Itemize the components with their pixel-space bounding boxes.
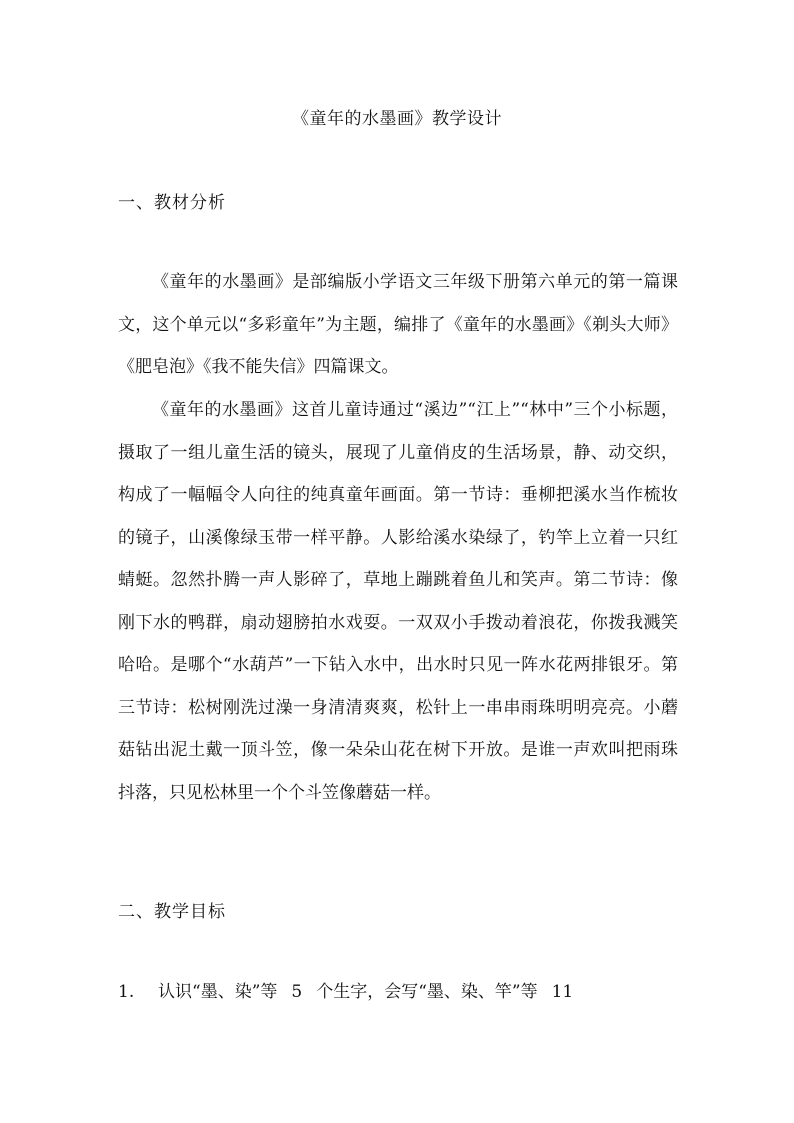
goal-list-item — [118, 977, 573, 1002]
paragraph-poem-summary: 《童年的水墨画》这首儿童诗通过“溪边”“江上”“林中”三个小标题，摄取了一组儿童生活的镜头，展现了儿童俏皮的生活场景，静、动交织，构成了一幅幅令人向往的纯真童年画面。第一节诗：垂柳把溪水当作梳妆的镜子，山溪像绿玉带一样平静。人影给溪水染绿了，钓竿上立着一只红蜻蜓。忽然扑腾一声人影碎了，草地上蹦跳着鱼儿和笑声。第二节诗：像刚下水的鸭群，扇动翅膀拍水戏耍。一双双小手拨动着浪花，你拨我溅笑哈哈。是哪个“水葫芦”一下钻入水中，出水时只见一阵水花两排银牙。第三节诗：松树刚洗过澡一身清清爽爽，松针上一串串雨珠明明亮亮。小蘑菇钻出泥土戴一顶斗笠，像一朵朵山花在树下开放。是谁一声欢叫把雨珠抖落，只见松林里一个个斗笠像蘑菇一样。 — [118, 400, 678, 803]
goal-count-writing: 11 — [551, 982, 574, 1002]
goal-text-part2: 个生字，会写“墨、染、竿”等 — [316, 982, 538, 1002]
section-heading-textbook-analysis: 一、教材分析 — [118, 193, 226, 213]
paragraph-unit-overview: 《童年的水墨画》是部编版小学语文三年级下册第六单元的第一篇课文，这个单元以“多彩童年”为主题，编排了《童年的水墨画》《剃头大师》《肥皂泡》《我不能失信》四篇课文。 — [118, 272, 678, 377]
document-title: 《童年的水墨画》教学设计 — [292, 109, 502, 129]
goal-text-part1: 认识“墨、染”等 — [158, 982, 278, 1002]
goal-list-number: 1. — [118, 982, 135, 1002]
goal-count-characters: 5 — [291, 982, 303, 1002]
section-heading-teaching-goals: 二、教学目标 — [118, 902, 226, 922]
